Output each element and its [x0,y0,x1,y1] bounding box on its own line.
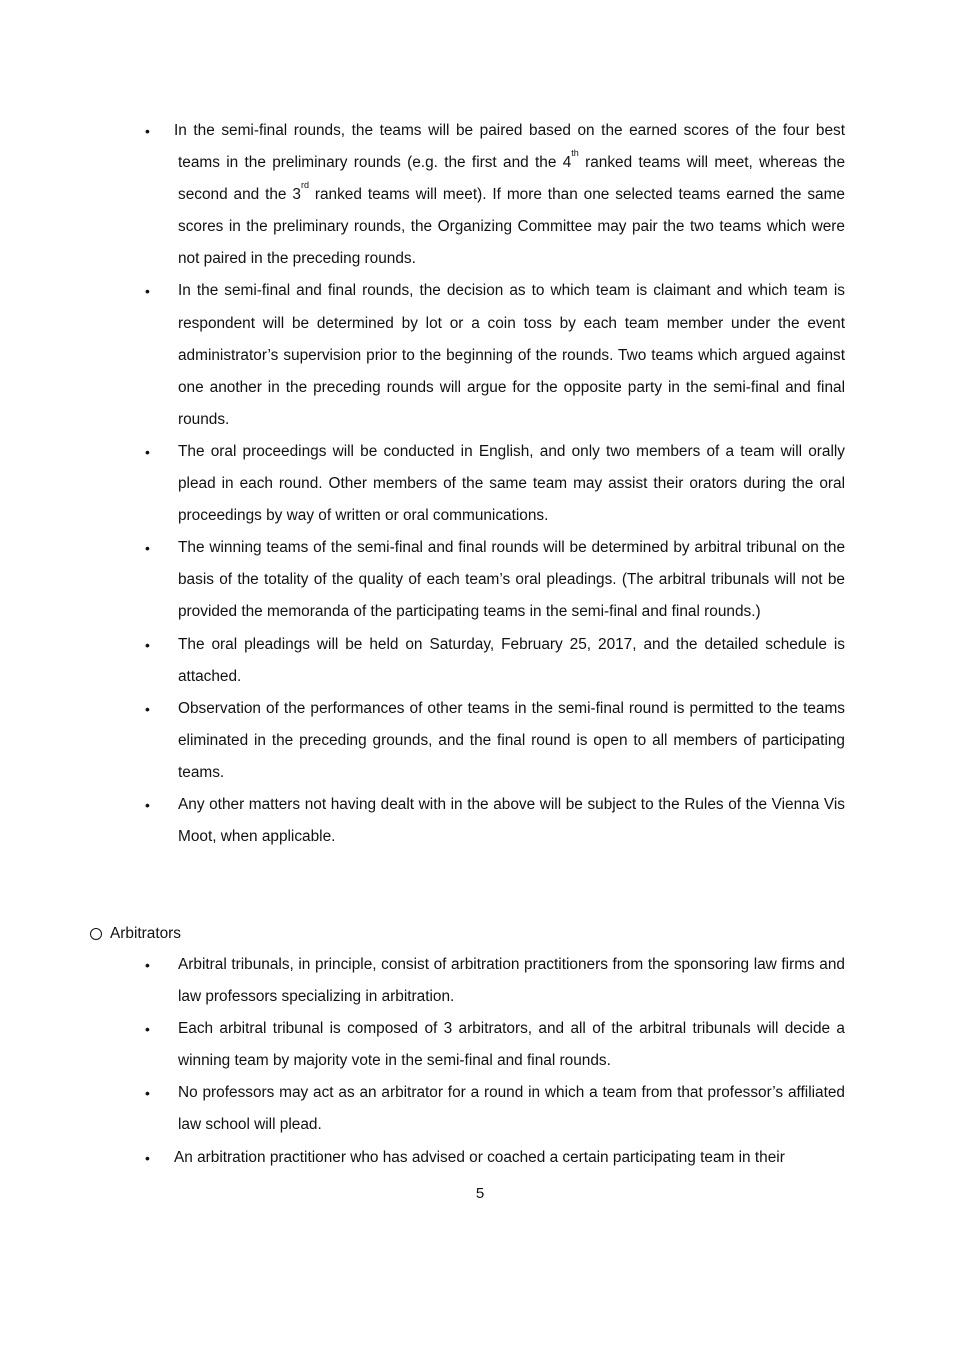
bullet-icon: • [145,123,150,139]
rules-bullet-list [0,115,960,853]
bullet-icon: • [145,1021,150,1038]
arbitrators-bullet-list [0,949,960,1174]
bullet-paragraph: The oral pleadings will be held on Saturday, February 25, 2017, and the detailed schedule is attached. [178,635,845,685]
bullet-paragraph: The oral proceedings will be conducted in English, and only two members of a team will orally plead in each round. Other members of the same team may assist their orators during the oral proceedings by way of written or oral communications. [178,442,845,525]
list-item [0,1077,960,1141]
list-item [0,1013,960,1077]
bullet-icon: • [145,1085,150,1102]
section-title: Arbitrators [110,925,181,942]
bullet-paragraph: The winning teams of the semi-final and final rounds will be determined by arbitral tribunal on the basis of the totality of the quality of each team’s oral pleadings. (The arbitral tribunals will not be provided the memoranda of the participating teams in the semi-final and final rounds.) [178,539,845,621]
bullet-icon: • [145,540,150,557]
bullet-paragraph: Each arbitral tribunal is composed of 3 arbitrators, and all of the arbitral tribunals will decide a winning team by majority vote in the semi-final and final rounds. [178,1020,845,1070]
list-item [0,1142,960,1174]
list-item [0,115,960,275]
bullet-icon: • [145,636,150,653]
list-item [0,275,960,435]
bullet-icon: • [145,1149,150,1166]
list-item [0,532,960,628]
bullet-paragraph: Observation of the performances of other teams in the semi-final round is permitted to the teams eliminated in the preceding grounds, and the final round is open to all members of participating teams. [178,699,845,781]
page-number: 5 [475,1185,485,1202]
bullet-icon: • [145,700,150,717]
circle-icon [90,928,102,940]
bullet-paragraph: Arbitral tribunals, in principle, consist of arbitration practitioners from the sponsoring law firms and law professors specializing in arbitration. [178,956,845,1006]
list-item [0,949,960,1013]
section-heading-arbitrators [90,918,181,950]
bullet-paragraph: Any other matters not having dealt with in the above will be subject to the Rules of the Vienna Vis Moot, when applicable. [178,795,845,846]
list-item [0,629,960,693]
bullet-icon: • [145,443,150,460]
list-item [0,436,960,532]
bullet-paragraph: No professors may act as an arbitrator for a round in which a team from that professor’s affiliated law school will plead. [178,1084,845,1134]
superscript: th [571,148,579,159]
bullet-paragraph: In the semi-final and final rounds, the decision as to which team is claimant and which team is respondent will be determined by lot or a coin toss by each team member under the event administrator’s supervision prior to the beginning of the rounds. Two teams which argued against one another in the preceding rounds will argue for the opposite party in the semi-final and final rounds. [178,282,845,428]
bullet-paragraph: In the semi-final rounds, the teams will be paired based on the earned scores of the four best teams in the preliminary rounds (e.g. the first and the 4th ranked teams will meet, whereas the second and the 3rd ranked teams will meet). If more than one selected teams earned the same scores in the preliminary rounds, the Organizing Committee may pair the two teams which were not paired in the preceding rounds. [174,122,846,268]
list-item [0,789,960,853]
bullet-paragraph: An arbitration practitioner who has advised or coached a certain participating team in their [174,1148,785,1166]
superscript: rd [300,180,309,191]
list-item [0,693,960,789]
bullet-icon: • [145,796,150,813]
bullet-icon: • [145,957,150,973]
bullet-icon: • [145,283,150,300]
